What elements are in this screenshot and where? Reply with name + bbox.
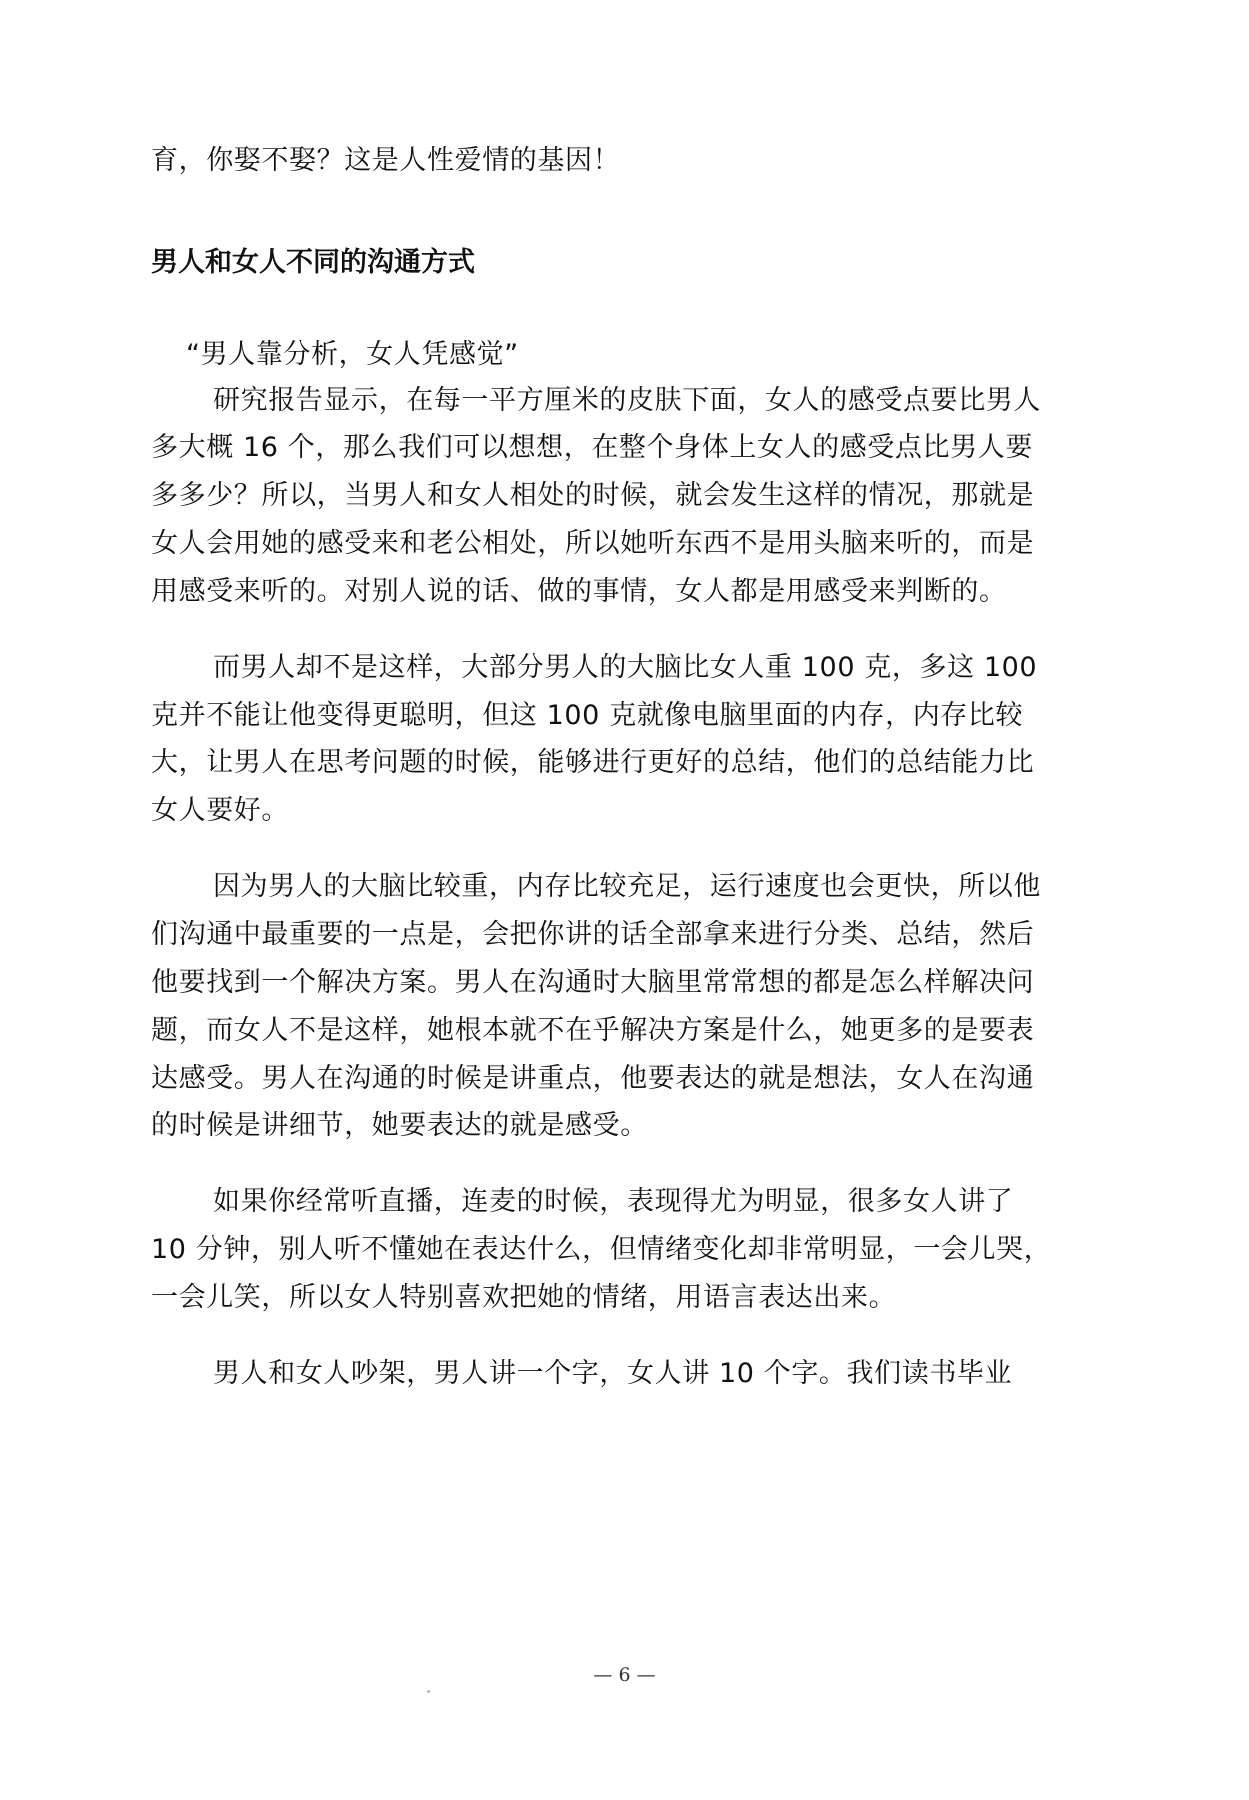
paragraph-line: 们沟通中最重要的一点是，会把你讲的话全部拿来进行分类、总结，然后 xyxy=(151,919,1035,950)
paragraph-line: 的时候是讲细节，她要表达的就是感受。 xyxy=(151,1110,648,1141)
paragraph-line: 10 分钟，别人听不懂她在表达什么，但情绪变化却非常明显，一会儿哭， xyxy=(151,1234,1052,1265)
paragraph-line: 多大概 16 个，那么我们可以想想，在整个身体上女人的感受点比男人要 xyxy=(151,432,1033,463)
scan-speck xyxy=(427,1690,430,1693)
paragraph-line: 他要找到一个解决方案。男人在沟通时大脑里常常想的都是怎么样解决问 xyxy=(151,967,1035,998)
paragraph-line: 女人要好。 xyxy=(151,795,289,826)
paragraph-line: 因为男人的大脑比较重，内存比较充足，运行速度也会更快，所以他 xyxy=(213,871,1041,902)
paragraph-line: 而男人却不是这样，大部分男人的大脑比女人重 100 克，多这 100 xyxy=(213,652,1038,683)
quote-line: “男人靠分析，女人凭感觉” xyxy=(186,339,519,370)
paragraph-line: 一会儿笑，所以女人特别喜欢把她的情绪，用语言表达出来。 xyxy=(151,1282,897,1313)
paragraph-line: 题，而女人不是这样，她根本就不在乎解决方案是什么，她更多的是要表 xyxy=(151,1015,1035,1046)
paragraph-line: 克并不能让他变得更聪明，但这 100 克就像电脑里面的内存，内存比较 xyxy=(151,700,1024,731)
paragraph-line: 用感受来听的。对别人说的话、做的事情，女人都是用感受来判断的。 xyxy=(151,576,1007,607)
paragraph-line: 研究报告显示，在每一平方厘米的皮肤下面，女人的感受点要比男人 xyxy=(213,385,1041,416)
paragraph-line: 女人会用她的感受来和老公相处，所以她听东西不是用头脑来听的，而是 xyxy=(151,528,1035,559)
paragraph-line: 育，你娶不娶？这是人性爱情的基因！ xyxy=(151,145,621,176)
paragraph-line: 男人和女人吵架，男人讲一个字，女人讲 10 个字。我们读书毕业 xyxy=(213,1358,1013,1389)
paragraph-line: 大，让男人在思考问题的时候，能够进行更好的总结，他们的总结能力比 xyxy=(151,747,1035,778)
paragraph-line: 多多少？所以，当男人和女人相处的时候，就会发生这样的情况，那就是 xyxy=(151,480,1035,511)
page-number: — 6 — xyxy=(593,1664,656,1686)
paragraph-line: 如果你经常听直播，连麦的时候，表现得尤为明显，很多女人讲了 xyxy=(213,1186,1014,1217)
paragraph-line: 达感受。男人在沟通的时候是讲重点，他要表达的就是想法，女人在沟通 xyxy=(151,1063,1035,1094)
section-heading: 男人和女人不同的沟通方式 xyxy=(151,247,475,278)
